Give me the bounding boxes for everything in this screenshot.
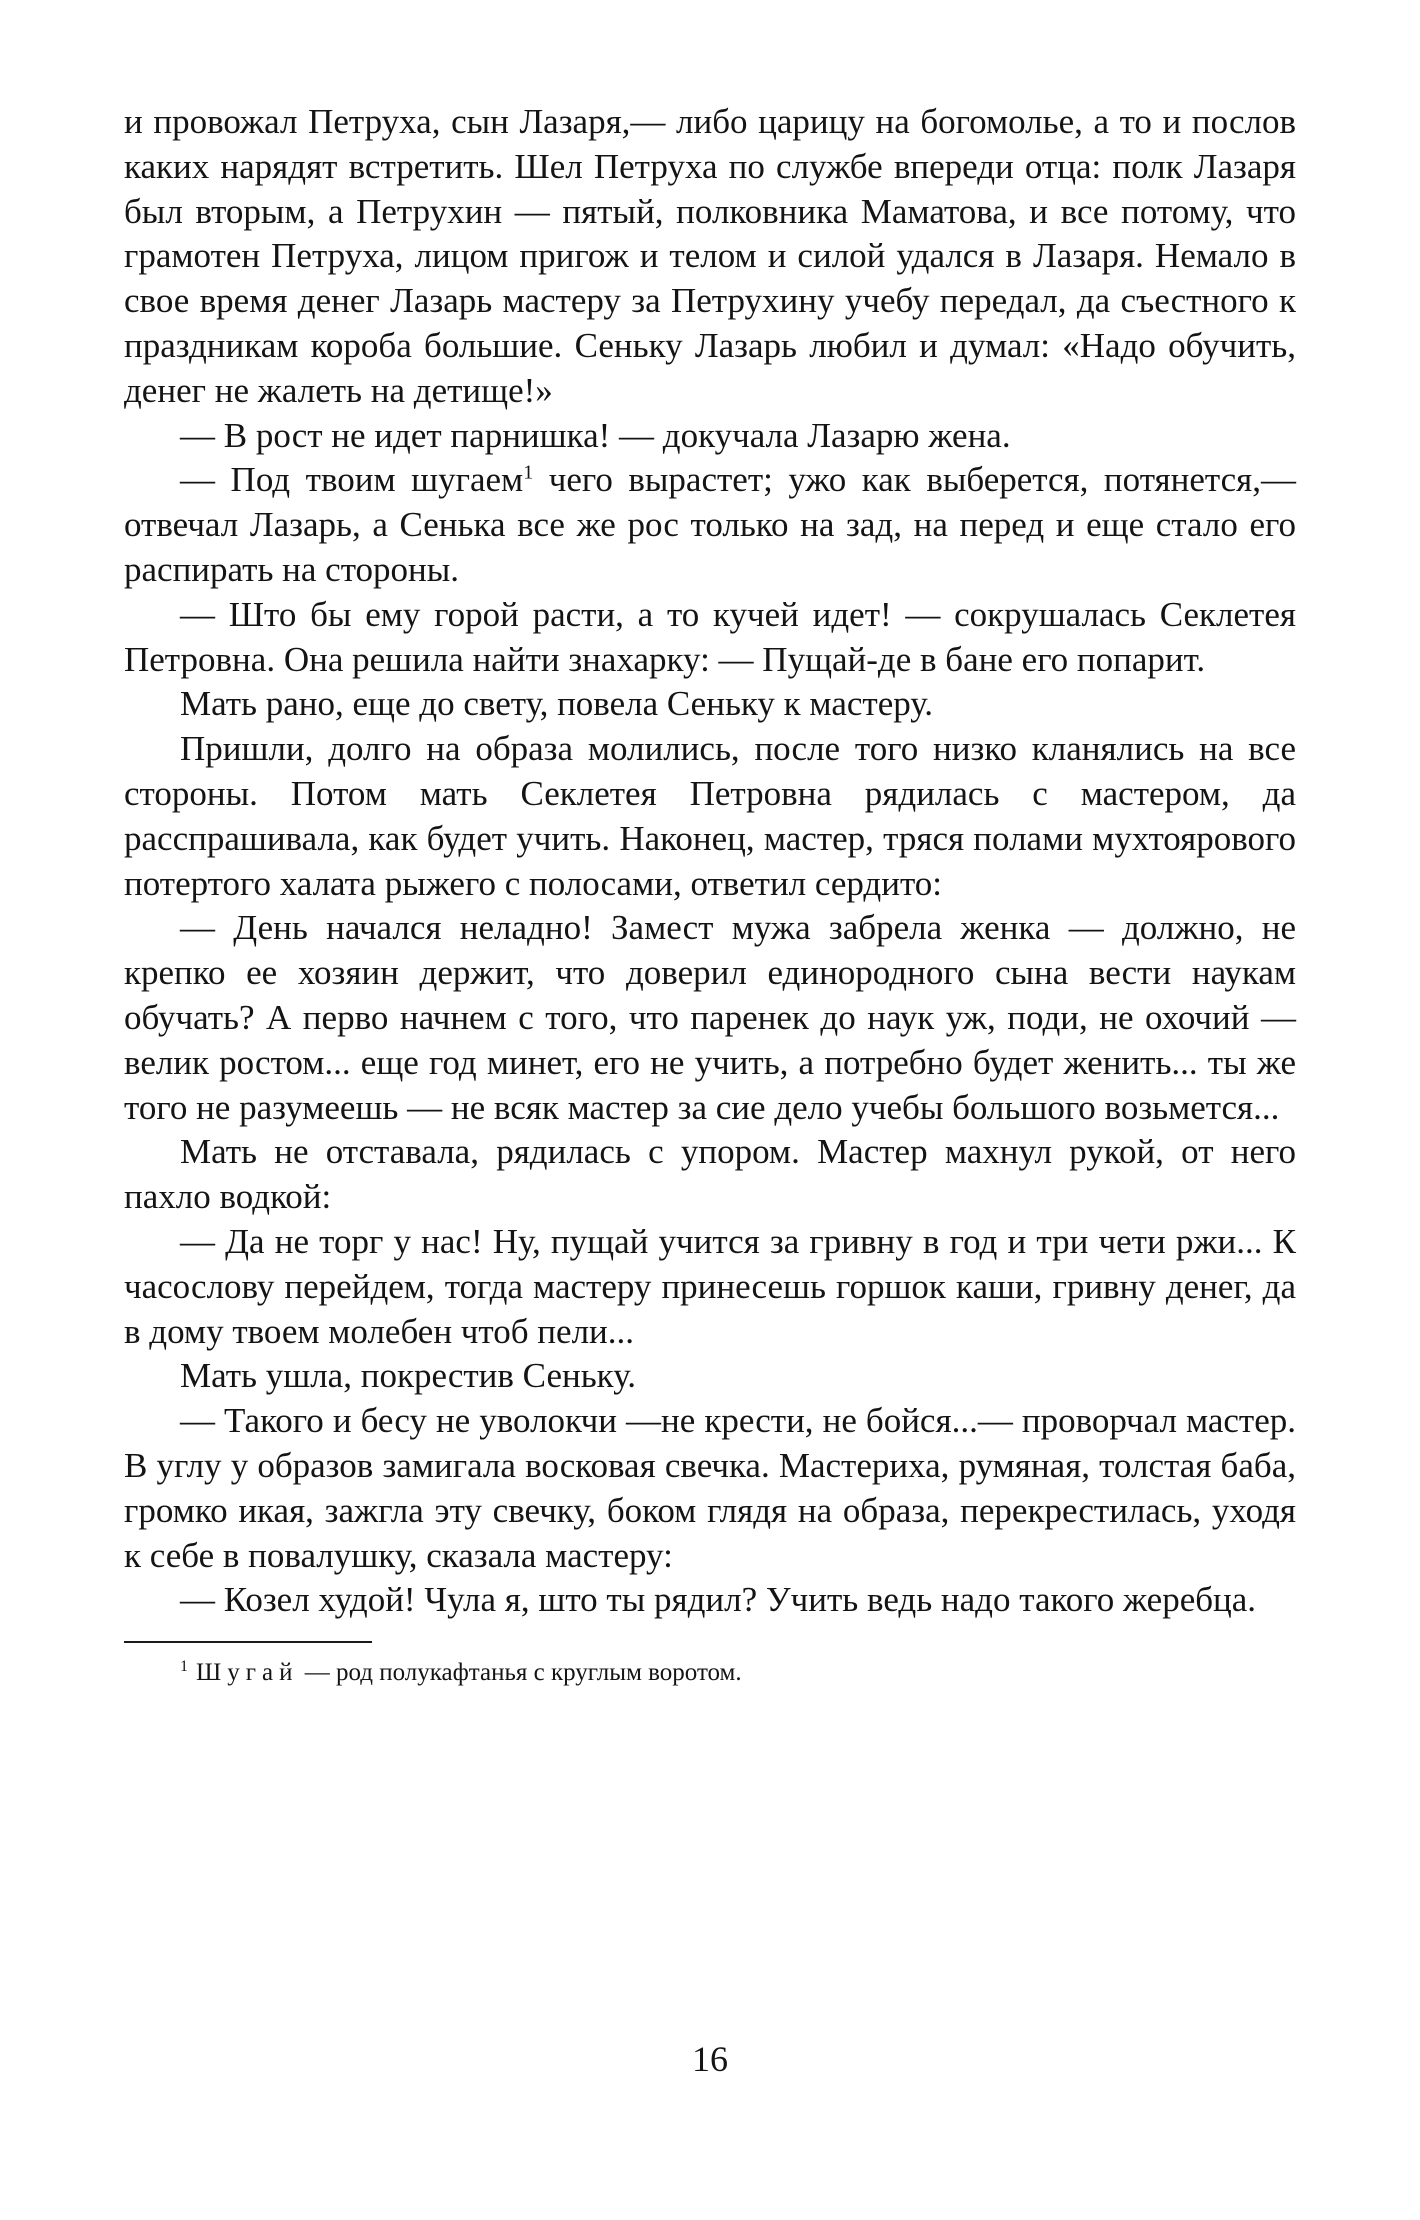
paragraph: Мать не отставала, рядилась с упором. Мастер махнул рукой, от него пахло водкой: bbox=[124, 1132, 1296, 1217]
footnote-divider bbox=[124, 1641, 372, 1643]
paragraph bbox=[124, 458, 1296, 592]
paragraph-rest: чего вырастет; ужо как выберется, потянется,— отвечал Лазарь, а Сенька все же рос только на зад, на перед и еще стало его распирать на стороны. bbox=[124, 460, 1297, 589]
book-page bbox=[124, 100, 1296, 1689]
body-text bbox=[124, 100, 1296, 1623]
paragraph: — День начался неладно! Замест мужа забрела женка — должно, не крепко ее хозяин держит, что доверил единородного сына вести наукам обучать? А перво начнем с того, что паренек до наук уж, поди, не охочий — велик ростом... еще год минет, его не учить, а потребно будет женить... ты же того не разумеешь — не всяк мастер за сие дело учебы большого возьмется... bbox=[124, 908, 1296, 1127]
paragraph: — Што бы ему горой расти, а то кучей идет! — сокрушалась Секлетея Петровна. Она решила найти знахарку: — Пущай-де в бане его попарит. bbox=[124, 594, 1296, 679]
paragraph-lead: — Под твоим шугаем bbox=[180, 460, 524, 500]
paragraph: Мать рано, еще до свету, повела Сеньку к мастеру. bbox=[180, 684, 934, 724]
paragraph: Пришли, долго на образа молились, после того низко кланялись на все стороны. Потом мать Секлетея Петровна рядилась с мастером, да расспрашивала, как будет учить. Наконец, мастер, тряся полами мухтоярового потертого халата рыжего с полосами, ответил сердито: bbox=[124, 729, 1296, 903]
footnote-text: — род полукафтанья с круглым воротом. bbox=[298, 1659, 742, 1687]
paragraph: — В рост не идет парнишка! — докучала Лазарю жена. bbox=[180, 415, 1011, 455]
footnote-marker: 1 bbox=[180, 1657, 188, 1675]
paragraph: — Козел худой! Чула я, што ты рядил? Учить ведь надо такого жеребца. bbox=[180, 1580, 1257, 1620]
paragraph: — Такого и бесу не уволокчи —не крести, не бойся...— проворчал мастер. В углу у образов замигала восковая свечка. Мастериха, румяная, толстая баба, громко икая, зажгла эту свечку, боком глядя на образа, перекрестилась, уходя к себе в повалушку, сказала мастеру: bbox=[124, 1401, 1296, 1575]
paragraph: и провожал Петруха, сын Лазаря,— либо царицу на богомолье, а то и послов каких нарядят встретить. Шел Петруха по службе впереди отца: полк Лазаря был вторым, а Петрухин — пятый, полковника Маматова, и все потому, что грамотен Петруха, лицом пригож и телом и силой удался в Лазаря. Немало в свое время денег Лазарь мастеру за Петрухину учебу передал, да съестного к праздникам короба большие. Сеньку Лазарь любил и думал: «Надо обучить, денег не жалеть на детище!» bbox=[124, 102, 1296, 410]
paragraph: Мать ушла, покрестив Сеньку. bbox=[180, 1356, 636, 1396]
footnote-term: Шугай bbox=[196, 1659, 299, 1687]
paragraph: — Да не торг у нас! Ну, пущай учится за гривну в год и три чети ржи... К часослову перейдем, тогда мастеру принесешь горшок каши, гривну денег, да в дому твоем молебен чтоб пели... bbox=[124, 1221, 1296, 1351]
footnote bbox=[124, 1657, 1296, 1689]
footnote-reference: 1 bbox=[523, 461, 534, 484]
page-number: 16 bbox=[692, 2039, 728, 2079]
